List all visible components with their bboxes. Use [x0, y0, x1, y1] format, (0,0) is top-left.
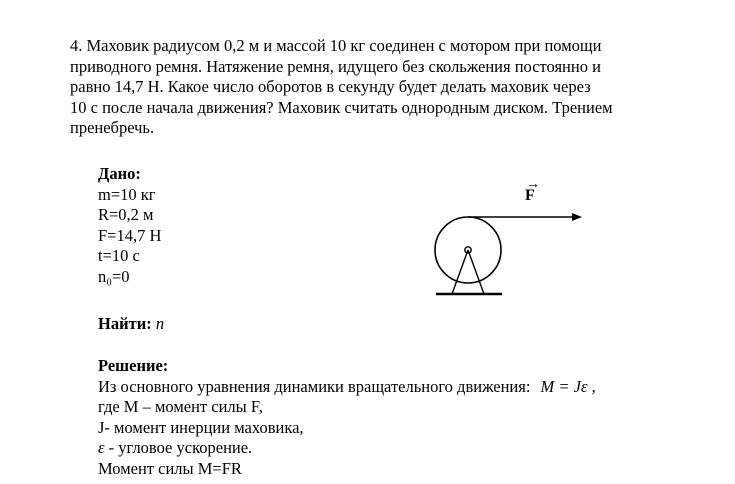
- problem-line: пренебречь.: [70, 118, 155, 137]
- problem-line: равно 14,7 Н. Какое число оборотов в секунду будет делать маховик через: [70, 77, 591, 96]
- flywheel-diagram: [430, 180, 590, 305]
- solution-line: Момент силы M=FR: [98, 458, 242, 478]
- force-label: [525, 177, 540, 205]
- force-arrowhead: [572, 213, 582, 221]
- force-vector-arrow: →: [526, 177, 540, 192]
- problem-line: приводного ремня. Натяжение ремня, идущего без скольжения постоянно и: [70, 56, 601, 76]
- problem-line: 10 с после начала движения? Маховик считать однородным диском. Трением: [70, 97, 613, 117]
- given-item: R=0,2 м: [98, 205, 154, 224]
- solution-line: [98, 438, 596, 459]
- problem-line: 4. Маховик радиусом 0,2 м и массой 10 кг соединен с мотором при помощи: [70, 36, 602, 55]
- given-title: Дано:: [98, 164, 141, 183]
- problem-statement: [70, 36, 702, 139]
- find-section: [98, 314, 164, 335]
- solution-line: где М – момент силы F,: [98, 397, 263, 416]
- force-letter: F: [525, 187, 535, 204]
- given-item: n₀=0: [98, 266, 130, 286]
- stand-leg-right: [468, 250, 484, 294]
- solution-formula: M = Jε ,: [540, 376, 596, 396]
- given-item: t=10 с: [98, 246, 140, 265]
- given-item: m=10 кг: [98, 184, 156, 204]
- solution-title: Решение:: [98, 356, 169, 375]
- given-section: [98, 164, 161, 287]
- solution-line: J- момент инерции маховика,: [98, 417, 304, 437]
- epsilon-symbol: ε: [98, 438, 105, 457]
- solution-line: [98, 377, 596, 398]
- find-value: n: [155, 314, 165, 333]
- given-item: F=14,7 Н: [98, 225, 162, 245]
- stand-leg-left: [452, 250, 468, 294]
- find-label: Найти:: [98, 314, 152, 333]
- solution-line1-text: Из основного уравнения динамики вращательного движения:: [98, 376, 531, 396]
- solution-section: [98, 356, 596, 479]
- solution-line4-text: - угловое ускорение.: [104, 438, 253, 457]
